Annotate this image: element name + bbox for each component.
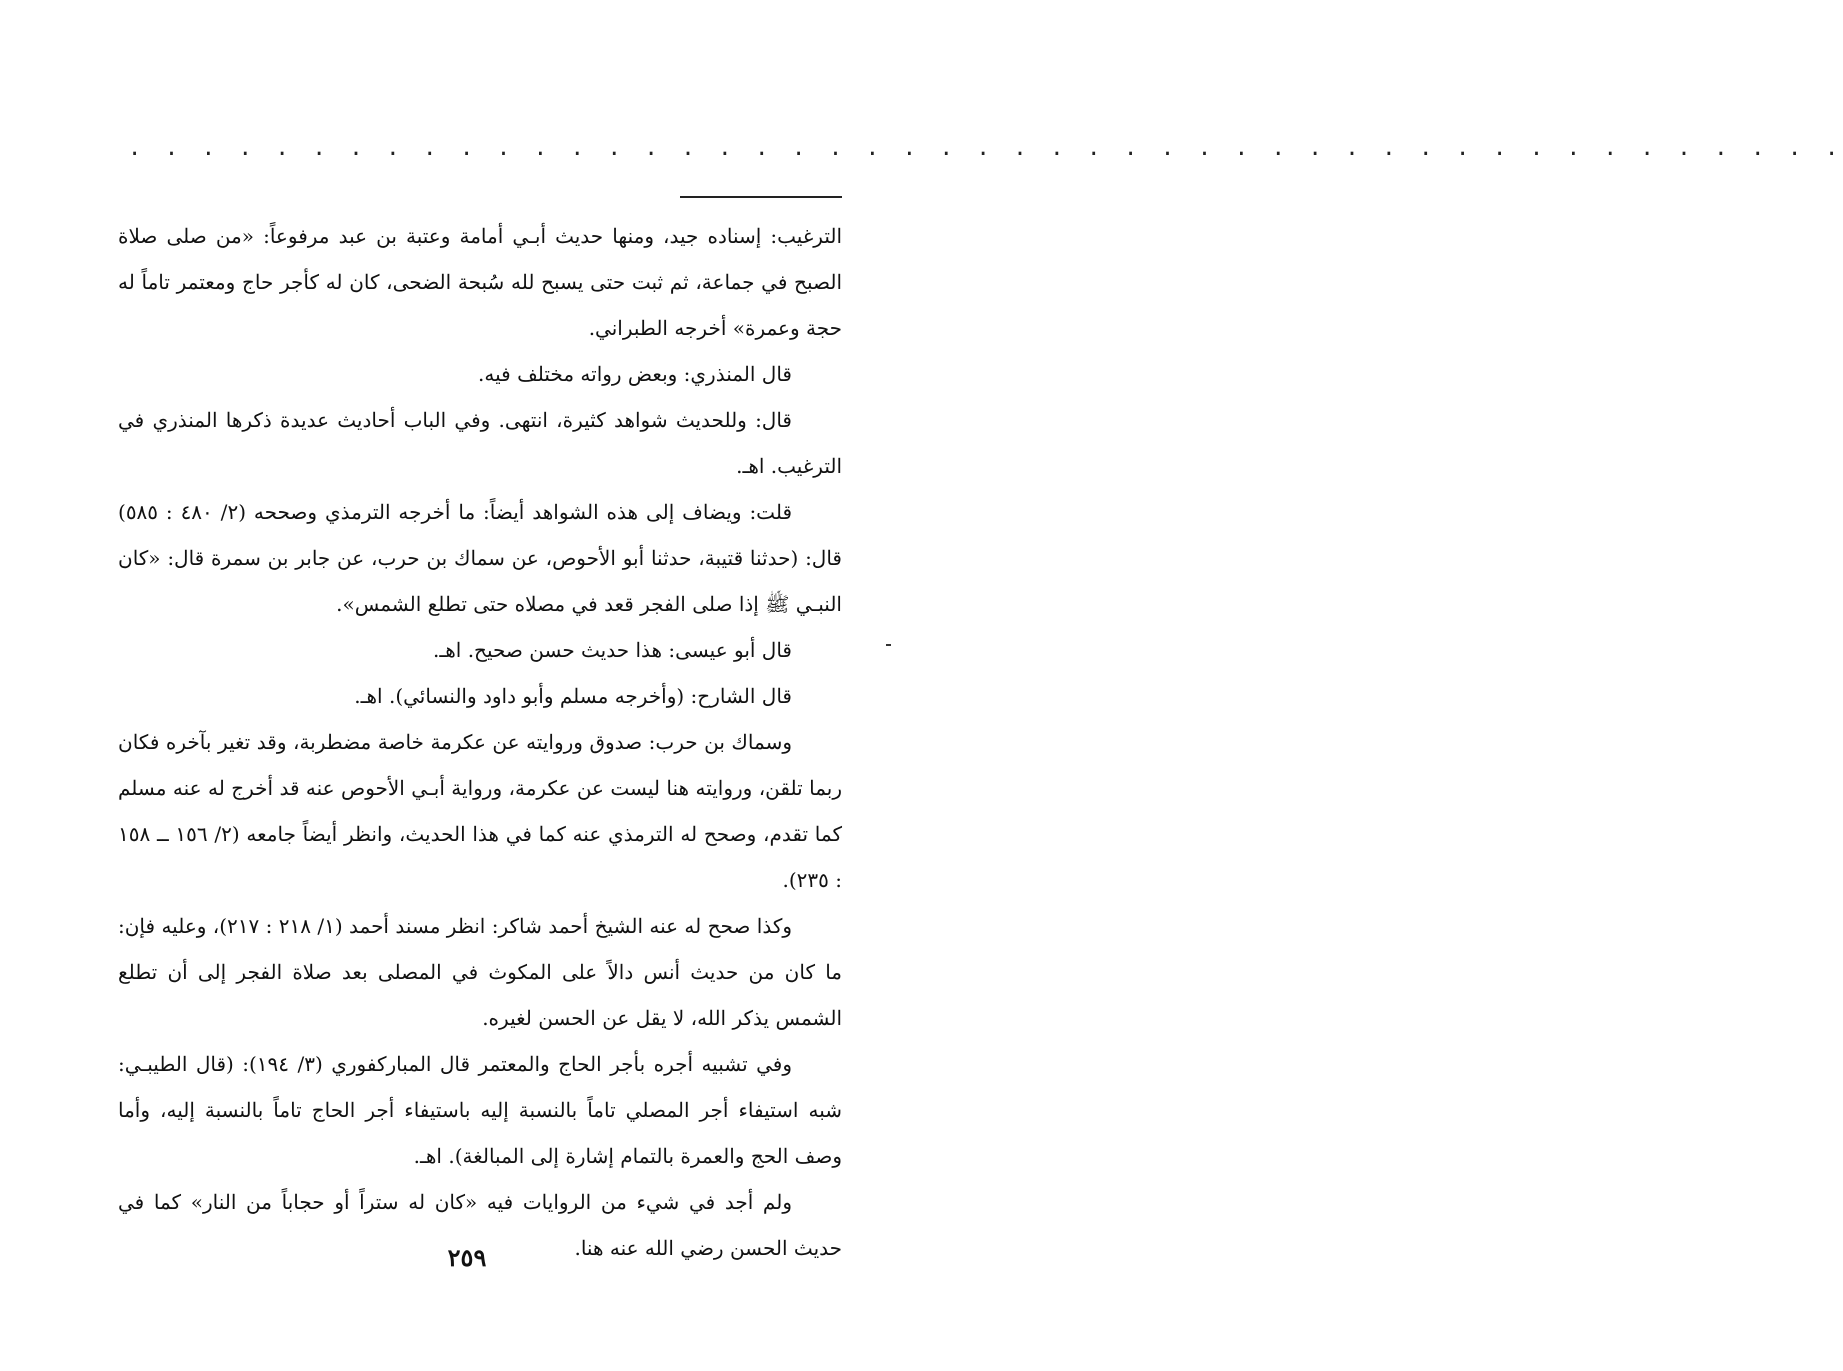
paragraph: قال المنذري: وبعض رواته مختلف فيه.: [478, 362, 792, 386]
body-text: [118, 213, 842, 1271]
paragraph: قال أبو عيسى: هذا حديث حسن صحيح. اهـ.: [433, 638, 792, 662]
paragraph: قال الشارح: (وأخرجه مسلم وأبو داود والنسائي). اهـ.: [354, 684, 792, 708]
paragraph: الترغيب: إسناده جيد، ومنها حديث أبـي أمامة وعتبة بن عبد مرفوعاً: «من صلى صلاة الصبح في جماعة، ثم ثبت حتى يسبح لله سُبحة الضحى، كان له كأجر حاج ومعتمر تاماً له حجة وعمرة» أخرجه الطبراني.: [118, 224, 842, 340]
margin-mark: [886, 644, 891, 646]
paragraph: وكذا صحح له عنه الشيخ أحمد شاكر: انظر مسند أحمد (١/ ٢١٨ : ٢١٧)، وعليه فإن: ما كان من حديث أنس دالاً على المكوث في المصلى بعد صلاة الفجر إلى أن تطلع الشمس يذكر الله، لا يقل عن الحسن لغيره.: [118, 914, 842, 1030]
paragraph: وسماك بن حرب: صدوق وروايته عن عكرمة خاصة مضطربة، وقد تغير بآخره فكان ربما تلقن، وروايته هنا ليست عن عكرمة، ورواية أبـي الأحوص عنه قد أخرج له عنه مسلم كما تقدم، وصحح له الترمذي عنه كما في هذا الحديث، وانظر أيضاً جامعه (٢/ ١٥٦ ــ ١٥٨ : ٢٣٥).: [118, 730, 842, 892]
paragraph: قلت: ويضاف إلى هذه الشواهد أيضاً: ما أخرجه الترمذي وصححه (٢/ ٤٨٠ : ٥٨٥) قال: (حدثنا قتيبة، حدثنا أبو الأحوص، عن سماك بن حرب، عن جابر بن سمرة قال: «كان النبـي ﷺ إذا صلى الفجر قعد في مصلاه حتى تطلع الشمس».: [118, 500, 842, 616]
footnote-rule: [680, 196, 842, 198]
page-number: ٢٥٩: [447, 1243, 487, 1272]
paragraph: قال: وللحديث شواهد كثيرة، انتهى. وفي الباب أحاديث عديدة ذكرها المنذري في الترغيب. اهـ.: [118, 408, 842, 478]
paragraph: ولم أجد في شيء من الروايات فيه «كان له ستراً أو حجاباً من النار» كما في حديث الحسن رضي الله عنه هنا.: [118, 1190, 842, 1260]
paragraph: وفي تشبيه أجره بأجر الحاج والمعتمر قال المباركفوري (٣/ ١٩٤): (قال الطيبـي: شبه استيفاء أجر المصلي تاماً بالنسبة إليه باستيفاء أجر الحاج تاماً بالنسبة إليه، وأما وصف الحج والعمرة بالتمام إشارة إلى المبالغة). اهـ.: [118, 1052, 842, 1168]
ellipsis-separator: . . . . . . . . . . . . . . . . . . . . . . . . . . . . . . . . . . . . . . . . . . . . . . .: [128, 136, 1843, 161]
